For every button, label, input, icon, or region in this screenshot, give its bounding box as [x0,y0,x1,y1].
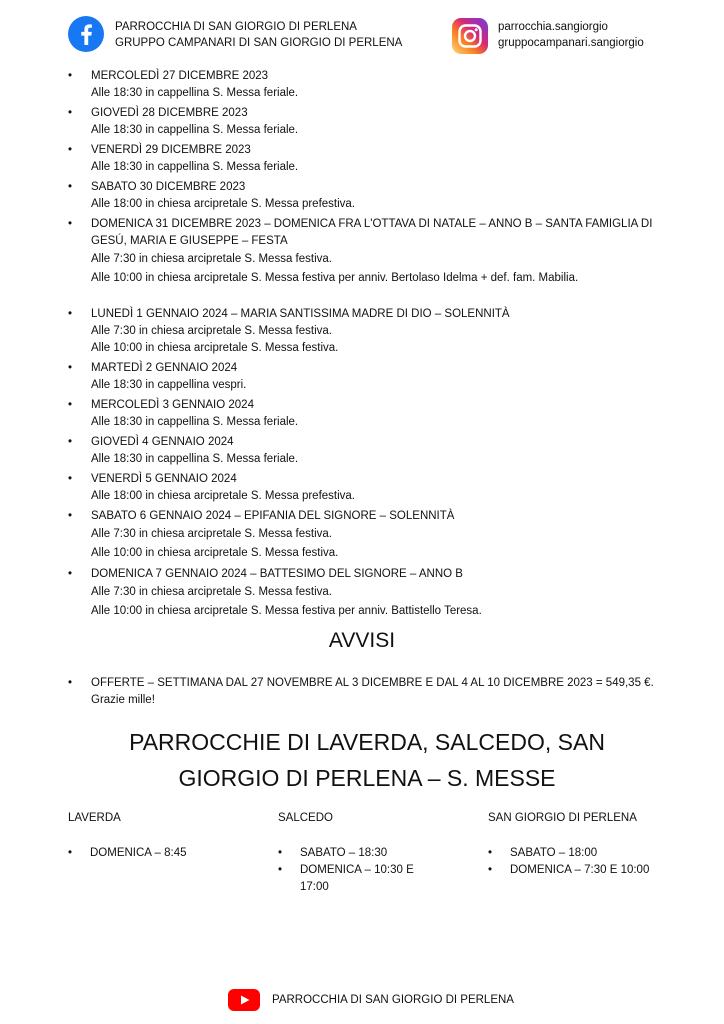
avvisi-list [0,675,724,709]
schedule-day: • GIOVEDÌ 4 GENNAIO 2024 [91,436,234,448]
avvisi-item: • OFFERTE – SETTIMANA DAL 27 NOVEMBRE AL 3 DICEMBRE E DAL 4 AL 10 DICEMBRE 2023 = 549,35 €. Grazie mille! [0,675,724,709]
schedule-day: • LUNEDÌ 1 GENNAIO 2024 – MARIA SANTISSIMA MADRE DI DIO – SOLENNITÀ [91,308,510,320]
schedule-item [0,216,724,288]
schedule-item [0,142,724,176]
schedule-mass: Alle 18:00 in chiesa arcipretale S. Messa prefestiva. [91,198,355,210]
schedule-mass: Alle 7:30 in chiesa arcipretale S. Messa festiva. [91,586,332,598]
parish-column-laverda [68,810,258,862]
header-group-name: GRUPPO CAMPANARI DI SAN GIORGIO DI PERLENA [115,37,403,49]
schedule-item [0,105,724,139]
schedule-mass: Alle 7:30 in chiesa arcipretale S. Messa festiva. [91,253,332,265]
parish-mass-item: • DOMENICA – 7:30 E 10:00 [488,862,688,879]
schedule-mass: Alle 10:00 in chiesa arcipretale S. Messa festiva. [91,342,339,354]
parish-name: LAVERDA [68,812,121,824]
parish-name: SAN GIORGIO DI PERLENA [488,812,637,824]
parish-column-salcedo [278,810,428,896]
schedule-mass: Alle 10:00 in chiesa arcipretale S. Messa festiva. [91,547,339,559]
schedule-mass: Alle 18:30 in cappellina S. Messa feriale. [91,161,299,173]
parish-name: SALCEDO [278,812,333,824]
schedule-day: • VENERDÌ 5 GENNAIO 2024 [91,473,237,485]
schedule-item [0,179,724,213]
schedule-item [0,397,724,431]
parish-column-san-giorgio [488,810,688,879]
schedule-day: • DOMENICA 7 GENNAIO 2024 – BATTESIMO DEL SIGNORE – ANNO B [91,568,463,580]
schedule-item [0,68,724,102]
mass-schedule-list [0,68,724,624]
schedule-item [0,306,724,357]
schedule-item [0,471,724,505]
schedule-day: • GIOVEDÌ 28 DICEMBRE 2023 [91,107,248,119]
facebook-icon[interactable] [68,16,104,52]
schedule-mass: Alle 18:30 in cappellina vespri. [91,379,247,391]
parish-mass-item: • SABATO – 18:30 [278,845,428,862]
schedule-mass: Alle 18:30 in cappellina S. Messa feriale. [91,124,299,136]
schedule-item [0,360,724,394]
instagram-handle-parish[interactable]: parrocchia.sangiorgio [498,21,608,33]
parishes-heading: PARROCCHIE DI LAVERDA, SALCEDO, SAN GIORGIO DI PERLENA – S. MESSE [129,729,605,791]
header-parish-name: PARROCCHIA DI SAN GIORGIO DI PERLENA [115,21,357,33]
schedule-mass: Alle 7:30 in chiesa arcipretale S. Messa festiva. [91,528,332,540]
page-header [0,14,724,58]
parish-mass-item: • SABATO – 18:00 [488,845,688,862]
page-footer [0,987,724,1013]
schedule-day: • MERCOLEDÌ 3 GENNAIO 2024 [91,399,254,411]
schedule-day: • MARTEDÌ 2 GENNAIO 2024 [91,362,238,374]
schedule-mass: Alle 10:00 in chiesa arcipretale S. Messa festiva per anniv. Bertolaso Idelma + def. fam. Mabilia. [91,272,579,284]
schedule-day: • VENERDÌ 29 DICEMBRE 2023 [91,144,251,156]
header-social-handles [498,19,644,51]
schedule-day: • SABATO 30 DICEMBRE 2023 [91,181,246,193]
schedule-item [0,508,724,563]
instagram-handle-group[interactable]: gruppocampanari.sangiorgio [498,37,644,49]
footer-channel-name[interactable]: PARROCCHIA DI SAN GIORGIO DI PERLENA [272,994,514,1006]
schedule-item [0,566,724,621]
header-parish-names [115,19,402,51]
schedule-mass: Alle 18:30 in cappellina S. Messa feriale. [91,453,299,465]
parish-mass-item: • DOMENICA – 8:45 [68,845,258,862]
schedule-day: • SABATO 6 GENNAIO 2024 – EPIFANIA DEL SIGNORE – SOLENNITÀ [91,510,455,522]
instagram-icon[interactable] [452,18,488,54]
schedule-mass: Alle 7:30 in chiesa arcipretale S. Messa festiva. [91,325,332,337]
parish-mass-item: • DOMENICA – 10:30 E 17:00 [278,862,428,896]
schedule-mass: Alle 18:30 in cappellina S. Messa feriale. [91,87,299,99]
avvisi-heading: AVVISI [328,629,396,652]
schedule-mass: Alle 10:00 in chiesa arcipretale S. Messa festiva per anniv. Battistello Teresa. [91,605,482,617]
youtube-icon[interactable] [228,989,260,1011]
schedule-mass: Alle 18:30 in cappellina S. Messa feriale. [91,416,299,428]
schedule-day: • DOMENICA 31 DICEMBRE 2023 – DOMENICA FRA L'OTTAVA DI NATALE – ANNO B – SANTA FAMIGLIA DI GESÚ, MARIA E GIUSEPPE – FESTA [91,218,653,247]
schedule-item [0,434,724,468]
schedule-day: • MERCOLEDÌ 27 DICEMBRE 2023 [91,70,269,82]
schedule-mass: Alle 18:00 in chiesa arcipretale S. Messa prefestiva. [91,490,355,502]
